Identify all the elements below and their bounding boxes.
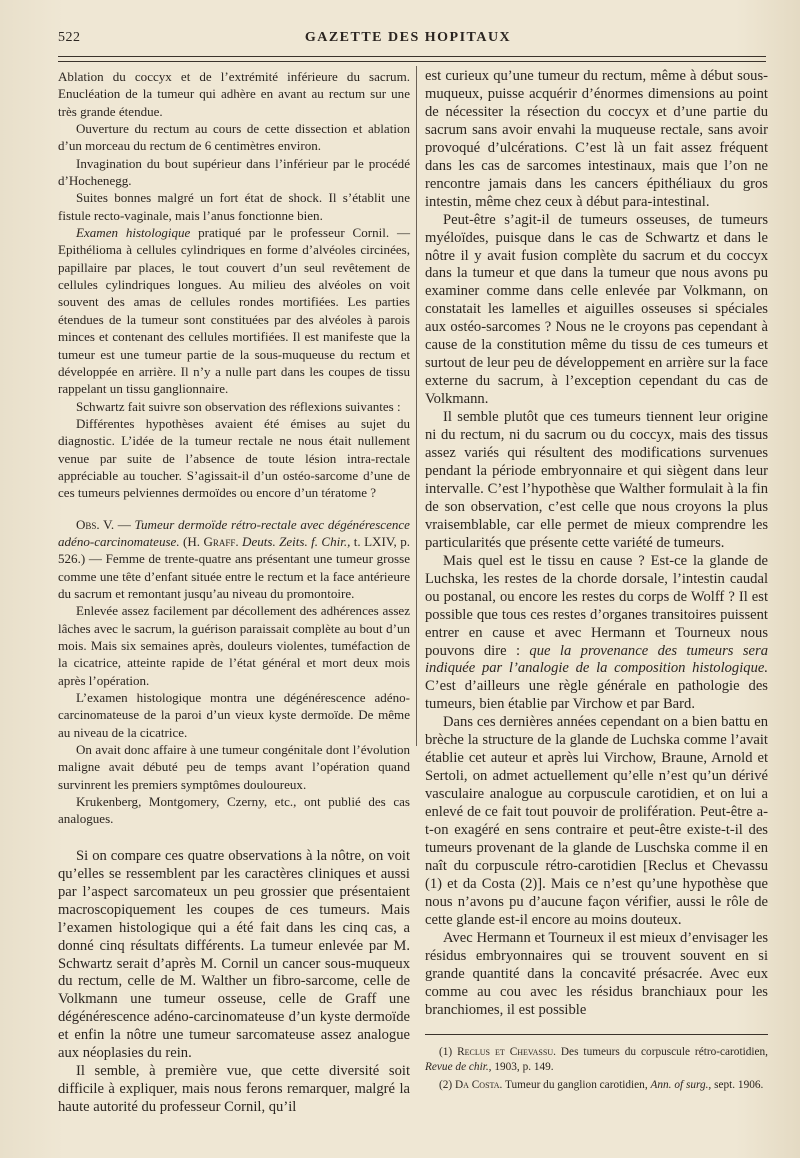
paragraph: est curieux qu’une tumeur du rectum, même à début sous-muqueux, puisse acquérir d’énormes dimensions au point de nécessiter la résection du coccyx et d’une partie du sacrum sans avoir envahi la muqueuse rectale, sans avoir provoqué d’ulcérations. C’est là un fait assez fréquent dans les cas de sarcomes intestinaux, mais que l’on ne rencontre jamais dans les cancers épithéliaux du gros intestin, même chez ceux à début para-intestinal.	[425, 68, 768, 210]
observation-heading	[58, 516, 410, 603]
observation-journal: Deuts. Zeits. f. Chir.,	[238, 533, 351, 549]
paragraph: Suites bonnes malgré un fort état de shock. Il s’établit une fistule recto-vaginale, mais l’anus fonctionne bien.	[58, 190, 410, 223]
header-rule	[58, 56, 766, 57]
paragraph: Différentes hypothèses avaient été émises au sujet du diagnostic. L’idée de la tumeur rectale ne nous était nullement venue par suite de l’absence de toute lésion intra-rectale appréciable au toucher. S’agissait-il d’un ostéo-sarcome d’une de ces tumeurs pelviennes dermoïdes ou encore d’un tératome ?	[58, 415, 410, 501]
column-divider	[416, 66, 417, 746]
paragraph-text: t. LXIV, p. 526.) — Femme de trente-quatre ans présentant une tumeur grosse comme une tête d’enfant située entre le rectum et la face antérieure du sacrum et remontant jusqu’au niveau du promontoire.	[58, 533, 410, 601]
footnote-text: 1903, p. 149.	[491, 1060, 554, 1073]
footnote-rule	[425, 1034, 768, 1035]
footnote-journal: Revue de chir.,	[425, 1060, 492, 1073]
footnote-authors: Da Costa.	[455, 1078, 503, 1091]
footnote-text: Tumeur du ganglion carotidien,	[502, 1078, 651, 1091]
paragraph: On avait donc affaire à une tumeur congénitale dont l’évolution maligne avait débuté peu de temps avant l’opération quand survinrent les premiers symptômes douloureux.	[58, 742, 410, 792]
paragraph-text: pratiqué par le professeur Cornil. — Epithélioma à cellules cylindriques en forme d’alvéoles circinées, papillaire par places, le tout couvert d’un seul revêtement de cellules cylindriques longues. Au milieu des alvéoles on voit souvent des amas de cellules rondes mortifiées. Les parties étendues de la tumeur sont constituées par des alvéoles à parois minces et contenant des cellules mortifiées. Il est manifeste que la tumeur est une tumeur partie de la sous-muqueuse du rectum et développée en arrière. Il n’y a nulle part dans les coupes de tissu rappelant un tissu ganglionnaire.	[58, 225, 410, 397]
paragraph: Il semble, à première vue, que cette diversité soit difficile à expliquer, mais nous ferons remarquer, malgré la haute autorité du professeur Cornil, qu’il	[58, 1063, 410, 1116]
footnote-number: (1)	[439, 1045, 458, 1058]
italic-quote: que la provenance des tumeurs sera indiquée par l’analogie de la composition histologique.	[425, 642, 768, 677]
footnote-journal: Ann. of surg.,	[650, 1078, 712, 1091]
ref-open: (H.	[179, 533, 204, 549]
page-header	[58, 30, 758, 52]
running-title: GAZETTE DES HOPITAUX	[304, 30, 512, 45]
paragraph: Invagination du bout supérieur dans l’inférieur par le procédé d’Hochenegg.	[58, 155, 410, 189]
paragraph	[425, 553, 768, 715]
paragraph-text: Mais quel est le tissu en cause ? Est-ce la glande de Luchska, les restes de la chorde dorsale, l’intestin caudal ou postanal, ou encore les restes du corps de Wolff ? Il est possible que tous ces restes d’organes transitoires puissent entrer en cause et avec Hermann et Tourneux nous pouvons dire :	[425, 552, 768, 659]
footnote-text: sept. 1906.	[711, 1078, 764, 1091]
italic-heading: Examen histologique	[76, 225, 191, 241]
paragraph-text: C’est d’ailleurs une règle générale en pathologie des tumeurs, bien établie par Virchow et par Bard.	[425, 678, 768, 713]
paragraph: Si on compare ces quatre observations à la nôtre, on voit qu’elles se ressemblent par les caractères cliniques et aussi par l’aspect sarcomateux un peu grossier que présentaient macroscopiquement les coupes de ces tumeurs. Mais l’examen histologique qui a été fait dans les cinq cas, a donné cinq résultats différents. La tumeur enlevée par M. Schwartz serait d’après M. Cornil un cancer sous-muqueux du rectum, celle de M. Walther un fibro-sarcome, celle de Volkmann une tumeur osseuse, celle de Graff une dégénérescence adéno-carcinomateuse d’un kyste dermoïde et enfin la nôtre une tumeur sarcomateuse assez analogue aux néoplasies du rein.	[58, 847, 410, 1062]
page-number: 522	[58, 30, 81, 45]
paragraph: Ablation du coccyx et de l’extrémité inférieure du sacrum. Enucléation de la tumeur qui adhère en avant au rectum sur une très grande étendue.	[58, 69, 410, 119]
paragraph: Schwartz fait suivre son observation des réflexions suivantes :	[76, 398, 401, 414]
footnote-1	[425, 1045, 768, 1075]
observation-label: Obs. V.	[76, 516, 115, 532]
paragraph	[58, 224, 410, 397]
footnote-number: (2)	[439, 1078, 455, 1091]
paragraph: Ouverture du rectum au cours de cette dissection et ablation d’un morceau du rectum de 6 centimètres environ.	[58, 121, 410, 154]
left-column	[58, 68, 410, 1117]
footnote-2	[425, 1078, 768, 1093]
observation-title: Tumeur dermoïde rétro-rectale avec dégénérescence adéno-carcinomateuse.	[58, 516, 410, 549]
paragraph: Avec Hermann et Tourneux il est mieux d’envisager les résidus embryonnaires qui se trouvent souvent en si grande quantité dans la concavité présacrée. Avec eux comme au cou avec les résidus branchiaux pour les branchiomes, il est possible	[425, 929, 768, 1018]
paragraph: Krukenberg, Montgomery, Czerny, etc., ont publié des cas analogues.	[58, 794, 410, 827]
footnote-text: Des tumeurs du corpuscule rétro-carotidien,	[555, 1045, 769, 1058]
paragraph: Dans ces dernières années cependant on a bien battu en brèche la structure de la glande de Luchska comme l’avait établie cet auteur et après lui Virchow, Braune, Arnold et Sertoli, on admet actuellement qu’elle n’est qu’un dérivé vasculaire analogue au corpuscule carotidien, et on lui a enlevé de ce fait tout pouvoir de prolifération. Peut-être a-t-on exagéré en sens contraire et peut-être existe-t-il des tumeurs provenant de la glande de Luschska comme il en naît du corpuscule rétro-carotidien [Reclus et Chevassu (1) et da Costa (2)]. Mais ce n’est qu’une hypothèse que nous n’avons pu d’aucune façon vérifier, aussi le rôle de cette glande est-il encore au moins douteux.	[425, 714, 768, 928]
paragraph: Enlevée assez facilement par décollement des adhérences assez lâches avec le sacrum, la guérison paraissait complète au bout d’un mois. Mais six semaines après, douleurs violentes, tuméfaction de la cicatrice, atteinte rapide de l’état général et mort deux mois après l’opération.	[58, 603, 410, 688]
header-rule-thin	[58, 61, 766, 62]
right-column	[425, 68, 768, 1096]
paragraph: Il semble plutôt que ces tumeurs tiennent leur origine ni du rectum, ni du sacrum ou du coccyx, mais des tissus assez variés qui résultent des modifications survenues pendant la période embryonnaire et qui siègent dans leur intervalle. C’est l’hypothèse que Walther formulait à la fin de son observation, c’est celle que nous croyons la plus vraisemblable, car elle permet de mieux comprendre les particularités que présente cette variété de tumeurs.	[425, 409, 768, 551]
dash: —	[114, 516, 135, 532]
observation-author: Graff.	[203, 533, 239, 549]
footnote-authors: Reclus et Chevassu.	[457, 1045, 556, 1058]
paragraph: L’examen histologique montra une dégénérescence adéno-carcinomateuse de la paroi d’un vieux kyste dermoïde. De même au niveau de la cicatrice.	[58, 690, 410, 740]
paragraph: Peut-être s’agit-il de tumeurs osseuses, de tumeurs myéloïdes, puisque dans le cas de Schwartz et dans le nôtre il y avait fusion complète du sacrum et du coccyx dans la tumeur et que dans la tumeur que nous avons pu examiner comme dans celle enlevée par Volkmann, on constatait les lamelles et aiguilles osseuses si spéciales aux ostéo-sarcomes ? Nous ne le croyons pas cependant à cause de la constitution même du tissu de ces tumeurs et surtout de leur peu de développement en arrière sur la face externe du sacrum, à l’exception cependant du cas de Volkmann.	[425, 211, 768, 408]
